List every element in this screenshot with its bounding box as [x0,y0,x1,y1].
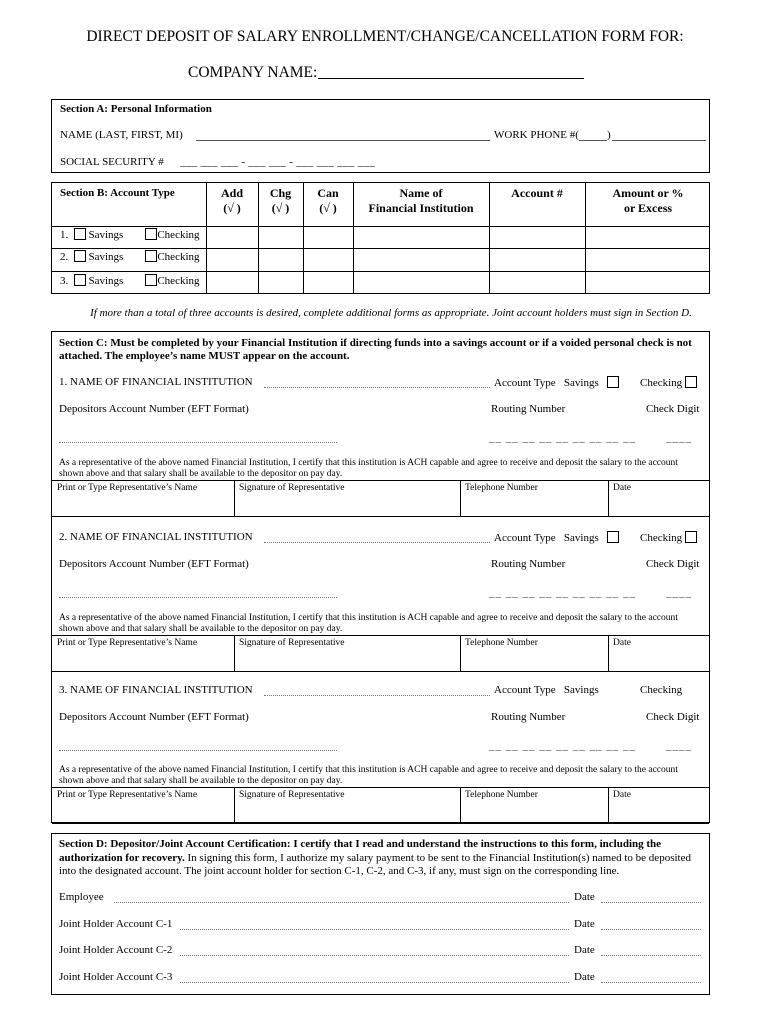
section-d [51,833,710,995]
form-title: DIRECT DEPOSIT OF SALARY ENROLLMENT/CHANGE/CANCELLATION FORM FOR: [86,28,684,45]
account-row-1: 1. Savings Checking [60,229,200,241]
col-institution-header: Name of Financial Institution [368,186,474,215]
check-mark-icon: (√ ) [271,201,290,215]
rep-name-cell[interactable]: Print or Type Representative’s Name [57,638,198,648]
account-row-3: 3. Savings Checking [60,275,200,287]
joint-holder-c1-row: Joint Holder Account C-1 Date [59,918,595,930]
depositors-account-field[interactable] [59,597,337,598]
section-b-heading: Section B: Account Type [60,187,175,199]
rep-date-cell[interactable]: Date [613,483,631,493]
savings-checkbox[interactable] [607,376,619,388]
section-c: Section C: Must be completed by your Financial Institution if directing funds into a savings account or if a voided personal check is not attached. The employee’s name MUST appear on the account. 1. NAME OF FINANCIAL INSTITUTION Account Type Savings Checking Depositors Account Number (EFT Format) Routing Number Check Digit __ __ __ __ __ __ __ __ __ ____ As a representative of the above named Financial Institution, I certify that this institution is ACH capable and agree to receive and deposit the salary to the account shown above and that salary shall be available to the depositor on pay day. Print or Type Representative’s Name Signature of Representative Telephone Number Date 2. NAME OF FINANCIAL INSTITUTION Account Type Savings Checking Depositors Account Number (EFT Format) Routing Number Check Digit __ __ __ __ __ __ __ __ __ ____ As a representative of the above named Financial Institution, I certify that this institution is ACH capable and agree to receive and deposit the salary to the account shown above and that salary shall be available to the depositor on pay day. Print or Type Representative’s Name Signature of Representative Telephone Number Date 3. NAME OF FINANCIAL INSTITUTION Account Type Savings Checking Depositors Account Number (EFT Format) Routing Number Check Digit __ __ __ __ __ __ __ __ __ ____ As a representative of the above named Financial Institution, I certify that this institution is ACH capable and agree to receive and deposit the salary to the account shown above and that salary shall be available to the depositor on pay day. Print or Type Representative’s Name Signature of Representative Telephone Number Date [51,331,710,823]
institution-name-label: 2. NAME OF FINANCIAL INSTITUTION [59,531,253,543]
routing-number-label: Routing Number [491,558,566,570]
col-chg-header: Chg (√ ) [258,186,303,216]
joint-holder-c3-date-field[interactable] [601,982,701,983]
ssn-field[interactable]: ___ ___ ___ - ___ ___ - ___ ___ ___ ___ [180,156,376,168]
rep-telephone-cell[interactable]: Telephone Number [465,790,538,800]
joint-holder-c3-signature-field[interactable] [180,982,569,983]
joint-holder-c3-row: Joint Holder Account C-3 Date [59,971,595,983]
section-a [51,99,710,173]
joint-holder-c2-date-field[interactable] [601,955,701,956]
checking-checkbox[interactable] [145,250,157,262]
routing-number-field[interactable]: __ __ __ __ __ __ __ __ __ [489,587,636,599]
depositors-account-label: Depositors Account Number (EFT Format) [59,403,249,415]
institution-name-field[interactable] [264,387,490,388]
rep-signature-cell[interactable]: Signature of Representative [239,483,345,493]
checking-checkbox[interactable] [145,274,157,286]
joint-holder-c1-signature-field[interactable] [180,929,569,930]
check-digit-field[interactable]: ____ [666,587,692,599]
col-amount-header: Amount or % or Excess [612,186,684,215]
savings-checkbox[interactable] [607,531,619,543]
check-mark-icon: (√ ) [319,201,337,215]
check-digit-label: Check Digit [646,403,700,415]
multiple-accounts-note: If more than a total of three accounts is desired, complete additional forms as appropriate. Joint account holders must sign in Section D. [90,307,692,319]
rep-telephone-cell[interactable]: Telephone Number [465,638,538,648]
rep-signature-cell[interactable]: Signature of Representative [239,638,345,648]
section-c-heading: Section C: Must be completed by your Financial Institution if directing funds into a savings account or if a voided personal check is not attached. The employee’s name MUST appear on the account. [59,337,692,362]
institution-name-label: 3. NAME OF FINANCIAL INSTITUTION [59,684,253,696]
check-digit-label: Check Digit [646,558,700,570]
representative-row [52,480,709,517]
check-mark-icon: (√ ) [223,201,241,215]
checking-checkbox[interactable] [685,376,697,388]
depositors-account-field[interactable] [59,750,337,751]
joint-holder-c1-date-field[interactable] [601,929,701,930]
col-account-header: Account # [511,186,563,200]
section-d-heading: Section D: Depositor/Joint Account Certification: I certify that I read and understand the instructions to this form, including the authorization for recovery. In signing this form, I authorize my salary payment to be sent to the Financial Institution(s) named to be deposited into the designated account. The joint account holder for section C-1, C-2, and C-3, if any, must sign on the corresponding line. [59,838,691,877]
rep-date-cell[interactable]: Date [613,638,631,648]
company-name-label: COMPANY NAME: [188,64,318,81]
rep-telephone-cell[interactable]: Telephone Number [465,483,538,493]
routing-number-field[interactable]: __ __ __ __ __ __ __ __ __ [489,740,636,752]
certification-text: As a representative of the above named Financial Institution, I certify that this institution is ACH capable and agree to receive and deposit the salary to the account shown above and that salary shall be available to the depositor on pay day. [59,765,678,786]
checking-checkbox[interactable] [685,531,697,543]
rep-name-cell[interactable]: Print or Type Representative’s Name [57,790,198,800]
section-a-heading: Section A: Personal Information [60,103,212,115]
work-phone-field[interactable] [612,140,706,141]
check-digit-field[interactable]: ____ [666,740,692,752]
institution-name-field[interactable] [264,542,490,543]
employee-signature-row: Employee Date [59,891,595,903]
account-row-2: 2. Savings Checking [60,251,200,263]
check-digit-field[interactable]: ____ [666,432,692,444]
name-label: NAME (LAST, FIRST, MI) [60,129,183,141]
col-add-header: Add (√ ) [206,186,258,216]
employee-signature-field[interactable] [114,902,569,903]
joint-holder-c2-signature-field[interactable] [180,955,569,956]
company-name-field[interactable] [318,78,584,79]
check-digit-label: Check Digit [646,711,700,723]
depositors-account-field[interactable] [59,442,337,443]
rep-signature-cell[interactable]: Signature of Representative [239,790,345,800]
savings-checkbox[interactable] [74,274,86,286]
employee-date-field[interactable] [601,902,701,903]
work-phone-close-paren: ) [607,129,611,141]
work-phone-area-code-field[interactable] [579,140,607,141]
joint-holder-c2-row: Joint Holder Account C-2 Date [59,944,595,956]
checking-checkbox[interactable] [145,228,157,240]
representative-row [52,787,709,824]
name-field[interactable] [196,140,490,141]
account-type-table [51,182,710,294]
depositors-account-label: Depositors Account Number (EFT Format) [59,558,249,570]
institution-name-field[interactable] [264,695,490,696]
certification-text: As a representative of the above named Financial Institution, I certify that this institution is ACH capable and agree to receive and deposit the salary to the account shown above and that salary shall be available to the depositor on pay day. [59,613,678,634]
institution-name-row: 1. NAME OF FINANCIAL INSTITUTION [59,376,253,388]
depositors-account-label: Depositors Account Number (EFT Format) [59,711,249,723]
savings-checkbox[interactable] [74,228,86,240]
routing-number-label: Routing Number [491,403,566,415]
col-can-header: Can (√ ) [303,186,353,216]
savings-checkbox[interactable] [74,250,86,262]
rep-date-cell[interactable]: Date [613,790,631,800]
certification-text: As a representative of the above named Financial Institution, I certify that this institution is ACH capable and agree to receive and deposit the salary to the account shown above and that salary shall be available to the depositor on pay day. [59,458,678,479]
routing-number-label: Routing Number [491,711,566,723]
representative-row [52,635,709,672]
routing-number-field[interactable]: __ __ __ __ __ __ __ __ __ [489,432,636,444]
work-phone-label: WORK PHONE #( [494,129,579,141]
ssn-label: SOCIAL SECURITY # [60,156,164,168]
rep-name-cell[interactable]: Print or Type Representative’s Name [57,483,198,493]
